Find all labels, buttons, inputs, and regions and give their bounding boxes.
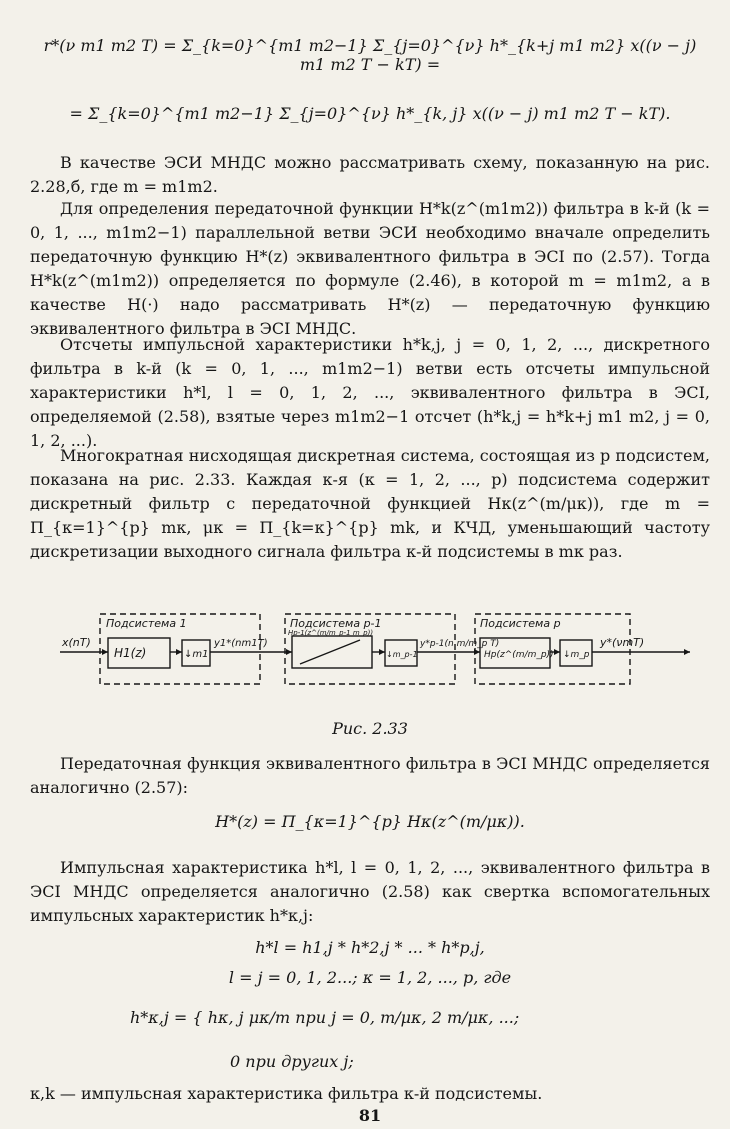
subsystem-p-title: Подсистема p [480,617,561,630]
decimator-mp-label: ↓m_p [563,650,590,660]
formula-middle: H*(z) = Π_{κ=1}^{p} Hκ(z^(m/μκ)). [215,812,525,831]
formula-top-line-2: = Σ_{k=0}^{m1 m2−1} Σ_{j=0}^{ν} h*_{k, j} x((ν − j) m1 m2 T − kT). [69,104,671,123]
paragraph-5: Передаточная функция эквивалентного фильтра в ЭСI МНДС определяется аналогично (2.57): [30,754,710,797]
filter-hp-1-box [292,636,372,668]
block-diagram [60,600,690,700]
decimator-m1-label: ↓m1 [184,649,209,660]
paragraph-7: κ,k — импульсная характеристика фильтра κ-й подсистемы. [30,1084,543,1103]
output-label: y*(νmT) [600,636,645,649]
paragraph-6: Импульсная характеристика h*l, l = 0, 1, 2, ..., эквивалентного фильтра в ЭСI МНДС определяется аналогично (2.58) как свертка вспомогательных импульсных характеристик h*κ,j: [30,858,710,925]
page-number: 81 [358,1106,382,1125]
signal-yp-1-label: y*p-1(n m/m_p T) [420,639,500,649]
formula-bottom-line-4: 0 при других j; [230,1052,354,1071]
formula-bottom-line-3: h*κ,j = { hκ, j μκ/m при j = 0, m/μκ, 2 m/μκ, ...; [130,1008,520,1027]
paragraph-2: Для определения передаточной функции H*k(z^(m1m2)) фильтра в k-й (k = 0, 1, ..., m1m2−1) параллельной ветви ЭСИ необходимо вначале определить передаточную функцию H*(z) эквивалентного фильтра в ЭСI по (2.57). Тогда H*k(z^(m1m2)) определяется по формуле (2.46), в которой m = m1m2, а в качестве H(·) надо рассматривать H*(z) — передаточную функцию эквивалентного фильтра в ЭСI МНДС. [30,199,710,338]
filter-h1-label: H1(z) [114,646,147,660]
filter-hp-1-label: Hp-1(z^(m/m_p-1 m_p)) [288,629,374,637]
signal-y1-label: y1*(nm1T) [214,638,268,649]
filter-hp-label: Hp(z^(m/m_p)) [484,650,554,660]
subsystem-p-1-title: Подсистема p-1 [290,617,382,630]
figure-caption: Рис. 2.33 [332,719,408,738]
formula-bottom-line-2: l = j = 0, 1, 2...; κ = 1, 2, ..., p, где [228,968,512,987]
paragraph-4: Многократная нисходящая дискретная система, состоящая из p подсистем, показана на рис. 2.33. Каждая κ-я (κ = 1, 2, ..., p) подсистема содержит дискретный фильтр с передаточной функцией Hκ(z^(m/μκ)), где m = Π_{κ=1}^{p} mκ, μκ = Π_{k=κ}^{p} mk, и КЧД, уменьшающий частоту дискретизации выходного сигнала фильтра κ-й подсистемы в mκ раз. [30,446,710,561]
decimator-mp-1-label: ↓m_p-1 [386,650,418,659]
subsystem-1-title: Подсистема 1 [106,617,187,630]
formula-top-line-1: r*(ν m1 m2 T) = Σ_{k=0}^{m1 m2−1} Σ_{j=0}^{ν} h*_{k+j m1 m2} x((ν − j) m1 m2 T − kT) = [43,36,697,74]
paragraph-1: В качестве ЭСИ МНДС можно рассматривать схему, показанную на рис. 2.28,б, где m = m1m2. [30,153,710,196]
input-label: x(nT) [62,636,91,649]
formula-bottom-line-1: h*l = h1,j * h*2,j * ... * h*p,j, [255,938,485,957]
paragraph-3: Отсчеты импульсной характеристики h*k,j, j = 0, 1, 2, ..., дискретного фильтра в k-й (k = 0, 1, ..., m1m2−1) ветви есть отсчеты импульсной характеристики h*l, l = 0, 1, 2, ..., эквивалентного фильтра в ЭСI, определяемой (2.58), взятые через m1m2−1 отсчет (h*k,j = h*k+j m1 m2, j = 0, 1, 2, ...). [30,335,710,450]
